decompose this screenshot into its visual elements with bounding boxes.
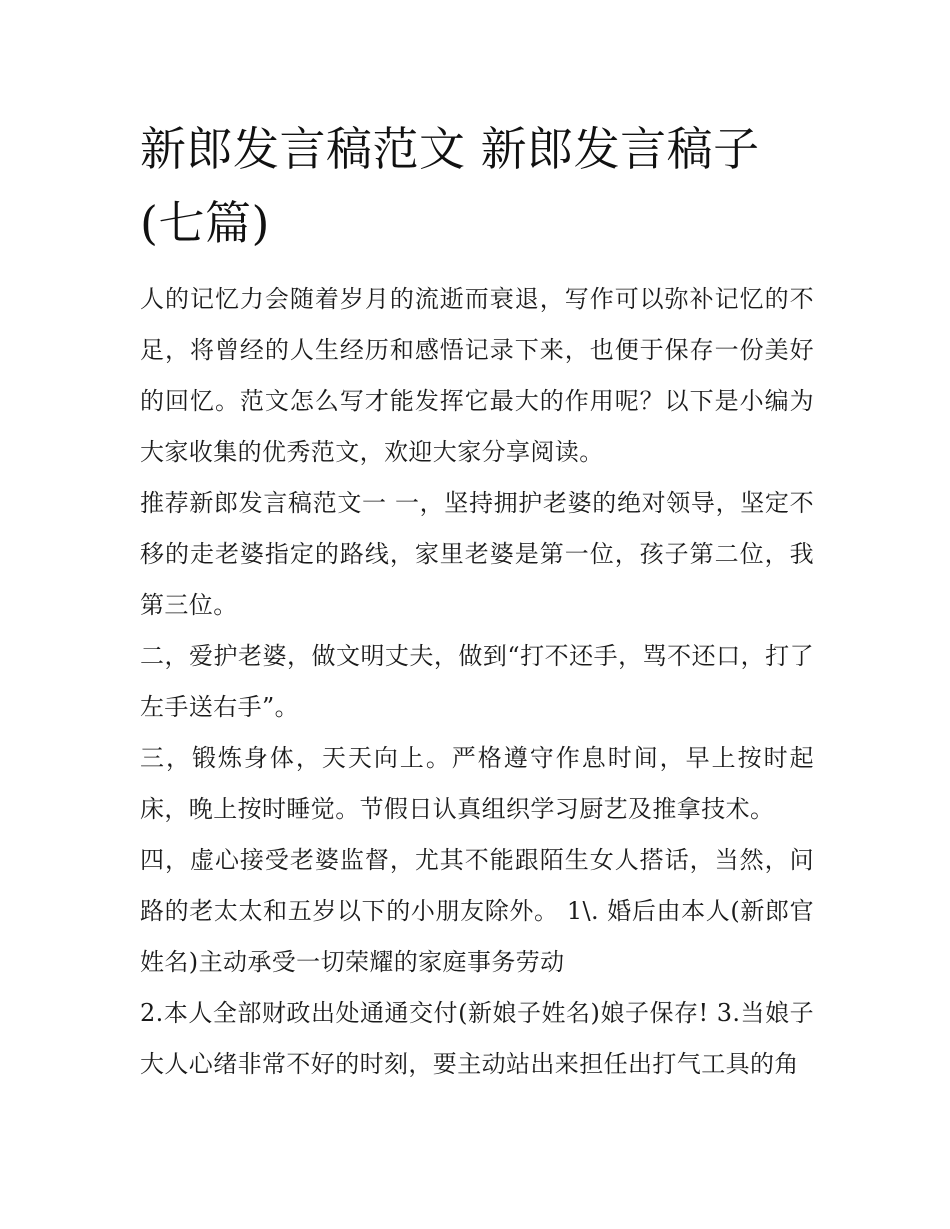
- paragraph-item-2: 二，爱护老婆，做文明丈夫，做到“打不还手，骂不还口，打了左手送右手”。: [140, 642, 814, 721]
- document-page: [140, 112, 814, 1090]
- paragraph-item-5: 2.本人全部财政出处通通交付(新娘子姓名)娘子保存! 3.当娘子大人心绪非常不好的时刻，要主动站出来担任出打气工具的角: [140, 999, 814, 1078]
- paragraph-item-4: 四，虚心接受老婆监督，尤其不能跟陌生女人搭话，当然，问路的老太太和五岁以下的小朋友除外。 1\. 婚后由本人(新郎官姓名)主动承受一切荣耀的家庭事务劳动: [140, 846, 814, 976]
- paragraph-item-3: 三，锻炼身体，天天向上。严格遵守作息时间，早上按时起床，晚上按时睡觉。节假日认真组织学习厨艺及推拿技术。: [140, 744, 814, 823]
- paragraph-item-1: 推荐新郎发言稿范文一 一，坚持拥护老婆的绝对领导，坚定不移的走老婆指定的路线，家里老婆是第一位，孩子第二位，我第三位。: [140, 489, 814, 619]
- document-title: 新郎发言稿范文 新郎发言稿子(七篇): [140, 122, 760, 250]
- paragraph-intro: 人的记忆力会随着岁月的流逝而衰退，写作可以弥补记忆的不足，将曾经的人生经历和感悟记录下来，也便于保存一份美好的回忆。范文怎么写才能发挥它最大的作用呢？以下是小编为大家收集的优秀范文，欢迎大家分享阅读。: [140, 285, 814, 466]
